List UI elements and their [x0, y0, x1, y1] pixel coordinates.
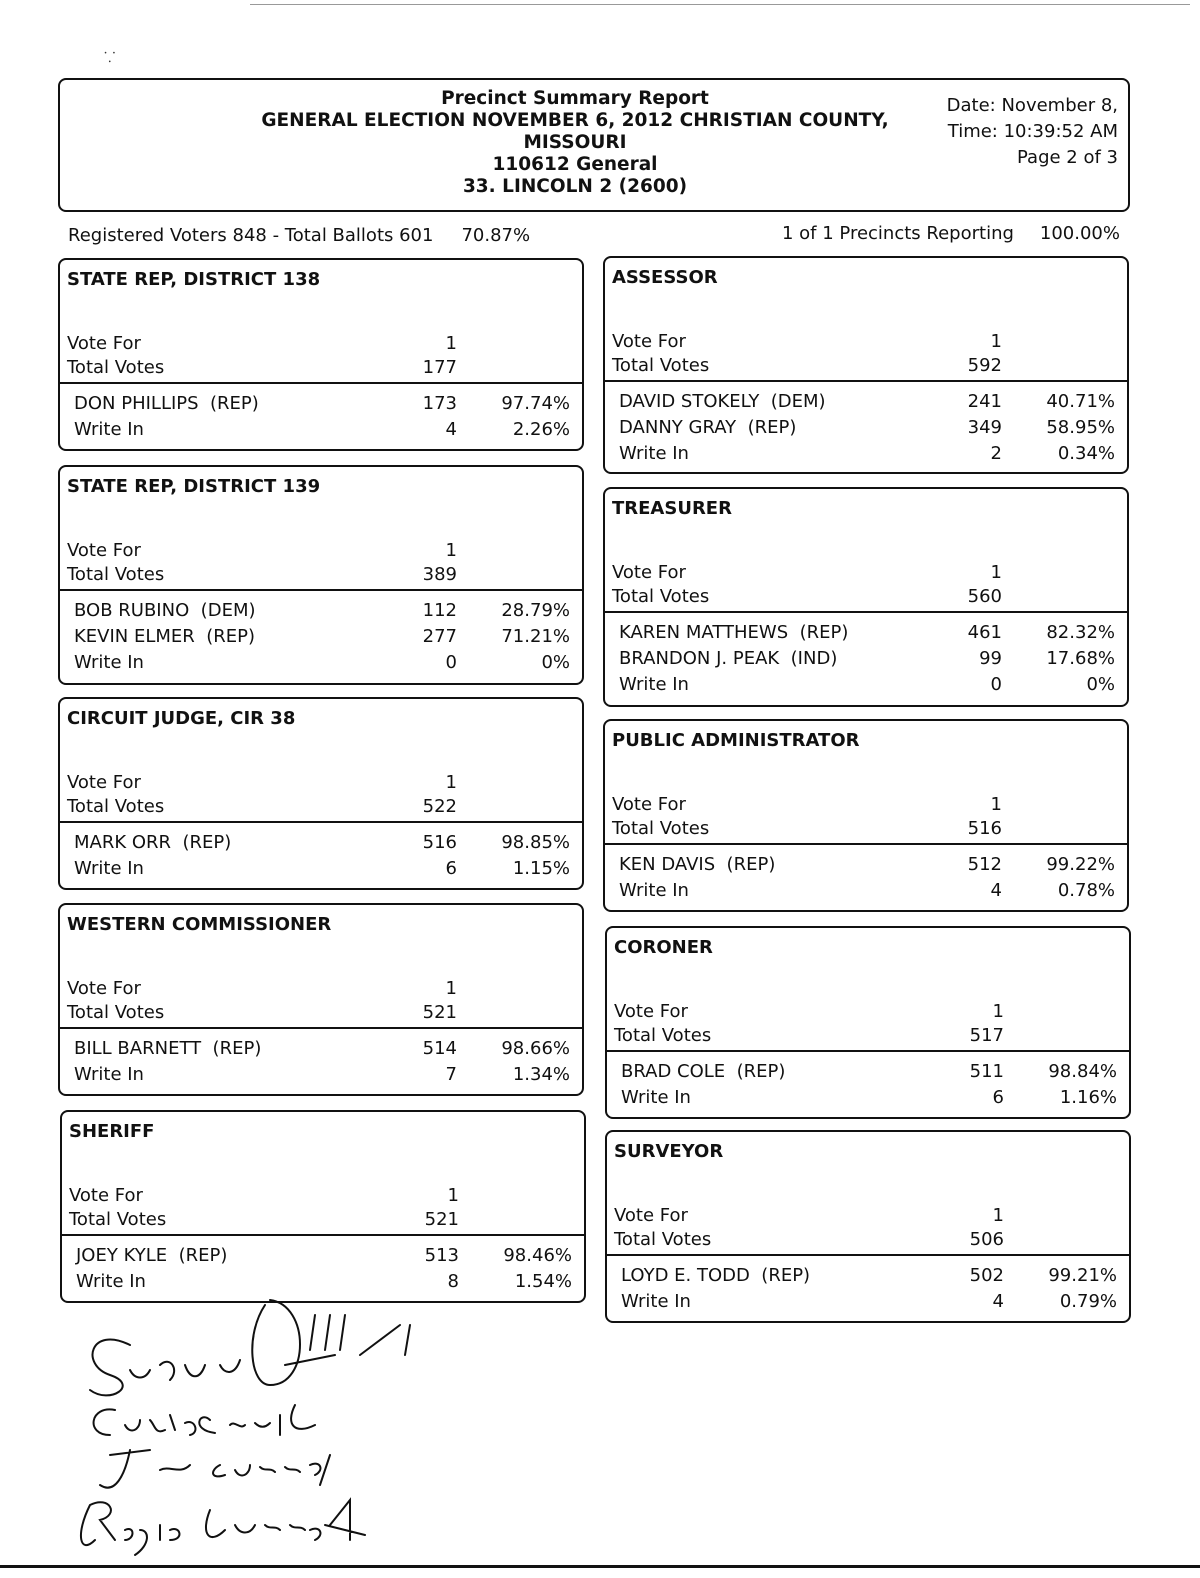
vote-for-label: Vote For — [67, 772, 141, 793]
vote-for-label: Vote For — [612, 331, 686, 352]
race-divider — [62, 1234, 584, 1236]
turnout-percent: 70.87% — [461, 225, 531, 246]
race-assessor — [603, 256, 1129, 474]
candidate-percent: 98.46% — [503, 1245, 572, 1266]
candidate-votes: 461 — [967, 622, 1002, 643]
vote-for-value: 1 — [992, 1001, 1004, 1022]
race-divider — [607, 1050, 1129, 1052]
race-title: CORONER — [614, 937, 713, 958]
candidate-row — [605, 622, 1127, 646]
race-title: TREASURER — [612, 498, 732, 519]
candidate-row — [60, 393, 582, 417]
write-in-row — [62, 1271, 584, 1295]
candidate-name: MARK ORR (REP) — [74, 832, 232, 853]
candidate-votes: 99 — [979, 648, 1002, 669]
candidate-name: Write In — [619, 880, 689, 901]
vote-for-value: 1 — [990, 331, 1002, 352]
candidate-name: Write In — [76, 1271, 146, 1292]
race-state-rep-district-139 — [58, 465, 584, 685]
report-meta — [947, 93, 1118, 171]
vote-for-label: Vote For — [612, 562, 686, 583]
write-in-row — [60, 419, 582, 443]
candidate-percent: 99.21% — [1048, 1265, 1117, 1286]
race-title: SURVEYOR — [614, 1141, 724, 1162]
total-votes-label: Total Votes — [612, 818, 710, 839]
candidate-name: Write In — [74, 419, 144, 440]
vote-for-label: Vote For — [612, 794, 686, 815]
candidate-percent: 17.68% — [1046, 648, 1115, 669]
vote-for-value: 1 — [445, 978, 457, 999]
candidate-percent: 0.79% — [1059, 1291, 1117, 1312]
race-divider — [60, 589, 582, 591]
total-votes-value: 516 — [967, 818, 1002, 839]
race-divider — [60, 382, 582, 384]
candidate-votes: 502 — [969, 1265, 1004, 1286]
candidate-name: Write In — [619, 443, 689, 464]
vote-for-label: Vote For — [69, 1185, 143, 1206]
total-votes-value: 560 — [967, 586, 1002, 607]
candidate-row — [60, 832, 582, 856]
candidate-percent: 1.34% — [512, 1064, 570, 1085]
total-votes-value: 521 — [424, 1209, 459, 1230]
candidate-percent: 58.95% — [1046, 417, 1115, 438]
candidate-percent: 40.71% — [1046, 391, 1115, 412]
write-in-row — [60, 1064, 582, 1088]
signature-1 — [90, 1300, 410, 1395]
candidate-votes: 512 — [967, 854, 1002, 875]
race-title: WESTERN COMMISSIONER — [67, 914, 332, 935]
vote-for-value: 1 — [990, 562, 1002, 583]
candidate-row — [60, 600, 582, 624]
race-coroner — [605, 926, 1131, 1119]
candidate-percent: 1.16% — [1059, 1087, 1117, 1108]
vote-for-value: 1 — [445, 333, 457, 354]
race-title: ASSESSOR — [612, 267, 718, 288]
candidate-votes: 173 — [422, 393, 457, 414]
vote-for-value: 1 — [990, 794, 1002, 815]
total-votes-value: 522 — [422, 796, 457, 817]
candidate-votes: 513 — [424, 1245, 459, 1266]
write-in-row — [605, 443, 1127, 467]
vote-for-value: 1 — [992, 1205, 1004, 1226]
candidate-name: BILL BARNETT (REP) — [74, 1038, 262, 1059]
scan-top-line — [250, 4, 1190, 5]
candidate-votes: 8 — [447, 1271, 459, 1292]
candidate-votes: 4 — [992, 1291, 1004, 1312]
election-code: 110612 General — [492, 154, 658, 175]
candidate-row — [605, 854, 1127, 878]
election-state: MISSOURI — [523, 132, 627, 153]
candidate-votes: 0 — [445, 652, 457, 673]
race-public-administrator — [603, 719, 1129, 912]
total-votes-label: Total Votes — [67, 357, 165, 378]
candidate-percent: 71.21% — [501, 626, 570, 647]
candidate-votes: 241 — [967, 391, 1002, 412]
candidate-row — [607, 1061, 1129, 1085]
race-western-commissioner — [58, 903, 584, 1096]
race-divider — [605, 380, 1127, 382]
candidate-row — [62, 1245, 584, 1269]
candidate-name: Write In — [74, 652, 144, 673]
registered-voters: Registered Voters 848 - Total Ballots 601 — [68, 225, 434, 246]
candidate-percent: 99.22% — [1046, 854, 1115, 875]
race-circuit-judge-cir-38 — [58, 697, 584, 890]
candidate-percent: 1.54% — [514, 1271, 572, 1292]
scan-mark: ⸪ — [104, 50, 116, 66]
candidate-percent: 98.85% — [501, 832, 570, 853]
precincts-reporting: 1 of 1 Precincts Reporting — [782, 223, 1014, 244]
write-in-row — [607, 1087, 1129, 1111]
race-treasurer — [603, 487, 1129, 707]
candidate-votes: 0 — [990, 674, 1002, 695]
total-votes-value: 177 — [422, 357, 457, 378]
vote-for-label: Vote For — [67, 978, 141, 999]
race-title: CIRCUIT JUDGE, CIR 38 — [67, 708, 296, 729]
race-title: STATE REP, DISTRICT 138 — [67, 269, 321, 290]
total-votes-value: 592 — [967, 355, 1002, 376]
candidate-votes: 277 — [422, 626, 457, 647]
election-title: GENERAL ELECTION NOVEMBER 6, 2012 CHRISTIAN COUNTY, — [261, 110, 889, 131]
total-votes-label: Total Votes — [614, 1229, 712, 1250]
candidate-percent: 98.66% — [501, 1038, 570, 1059]
vote-for-value: 1 — [447, 1185, 459, 1206]
write-in-row — [605, 880, 1127, 904]
candidate-row — [605, 391, 1127, 415]
race-divider — [60, 1027, 582, 1029]
race-sheriff — [60, 1110, 586, 1303]
write-in-row — [605, 674, 1127, 698]
vote-for-label: Vote For — [614, 1205, 688, 1226]
report-time: Time: 10:39:52 AM — [947, 121, 1118, 142]
report-title-block — [255, 88, 895, 198]
candidate-votes: 349 — [967, 417, 1002, 438]
scan-bottom-line — [0, 1565, 1200, 1568]
vote-for-value: 1 — [445, 540, 457, 561]
total-votes-label: Total Votes — [67, 1002, 165, 1023]
candidate-votes: 7 — [445, 1064, 457, 1085]
ballot-stats — [68, 225, 530, 246]
candidate-name: BRAD COLE (REP) — [621, 1061, 786, 1082]
candidate-name: Write In — [74, 1064, 144, 1085]
precinct-name: 33. LINCOLN 2 (2600) — [462, 176, 688, 197]
total-votes-label: Total Votes — [612, 355, 710, 376]
write-in-row — [60, 858, 582, 882]
candidate-row — [60, 1038, 582, 1062]
total-votes-value: 389 — [422, 564, 457, 585]
signature-4 — [81, 1500, 365, 1555]
candidate-votes: 511 — [969, 1061, 1004, 1082]
candidate-name: Write In — [621, 1291, 691, 1312]
candidate-percent: 0.78% — [1057, 880, 1115, 901]
candidate-row — [605, 417, 1127, 441]
candidate-name: BRANDON J. PEAK (IND) — [619, 648, 838, 669]
candidate-percent: 0% — [1086, 674, 1115, 695]
candidate-percent: 2.26% — [512, 419, 570, 440]
write-in-row — [607, 1291, 1129, 1315]
race-surveyor — [605, 1130, 1131, 1323]
candidate-votes: 516 — [422, 832, 457, 853]
candidate-name: JOEY KYLE (REP) — [76, 1245, 228, 1266]
candidate-votes: 2 — [990, 443, 1002, 464]
candidate-name: DANNY GRAY (REP) — [619, 417, 797, 438]
candidate-percent: 0.34% — [1057, 443, 1115, 464]
vote-for-label: Vote For — [614, 1001, 688, 1022]
race-title: SHERIFF — [69, 1121, 155, 1142]
total-votes-label: Total Votes — [67, 796, 165, 817]
race-divider — [605, 843, 1127, 845]
candidate-name: KEVIN ELMER (REP) — [74, 626, 256, 647]
total-votes-label: Total Votes — [67, 564, 165, 585]
candidate-votes: 6 — [992, 1087, 1004, 1108]
candidate-percent: 98.84% — [1048, 1061, 1117, 1082]
report-title: Precinct Summary Report — [441, 88, 709, 109]
signature-2 — [94, 1405, 315, 1435]
report-date: Date: November 8, — [946, 95, 1118, 116]
total-votes-value: 517 — [969, 1025, 1004, 1046]
race-divider — [605, 611, 1127, 613]
candidate-votes: 514 — [422, 1038, 457, 1059]
candidate-percent: 1.15% — [512, 858, 570, 879]
candidate-name: KEN DAVIS (REP) — [619, 854, 776, 875]
total-votes-label: Total Votes — [614, 1025, 712, 1046]
candidate-name: KAREN MATTHEWS (REP) — [619, 622, 849, 643]
candidate-name: Write In — [619, 674, 689, 695]
write-in-row — [60, 652, 582, 676]
page-number: Page 2 of 3 — [1017, 147, 1118, 168]
candidate-votes: 112 — [422, 600, 457, 621]
report-header — [58, 78, 1130, 212]
candidate-percent: 0% — [541, 652, 570, 673]
candidate-row — [60, 626, 582, 650]
candidate-votes: 6 — [445, 858, 457, 879]
total-votes-value: 521 — [422, 1002, 457, 1023]
signature-block — [70, 1295, 490, 1565]
candidate-name: DAVID STOKELY (DEM) — [619, 391, 826, 412]
vote-for-label: Vote For — [67, 333, 141, 354]
candidate-name: BOB RUBINO (DEM) — [74, 600, 256, 621]
vote-for-label: Vote For — [67, 540, 141, 561]
candidate-row — [607, 1265, 1129, 1289]
candidate-percent: 28.79% — [501, 600, 570, 621]
race-state-rep-district-138 — [58, 258, 584, 451]
reporting-stats — [782, 223, 1120, 244]
candidate-name: Write In — [621, 1087, 691, 1108]
reporting-percent: 100.00% — [1039, 223, 1120, 244]
candidate-percent: 82.32% — [1046, 622, 1115, 643]
candidate-name: LOYD E. TODD (REP) — [621, 1265, 811, 1286]
total-votes-label: Total Votes — [69, 1209, 167, 1230]
candidate-name: Write In — [74, 858, 144, 879]
signature-3 — [100, 1450, 330, 1488]
race-title: PUBLIC ADMINISTRATOR — [612, 730, 860, 751]
candidate-votes: 4 — [445, 419, 457, 440]
vote-for-value: 1 — [445, 772, 457, 793]
total-votes-value: 506 — [969, 1229, 1004, 1250]
candidate-percent: 97.74% — [501, 393, 570, 414]
candidate-votes: 4 — [990, 880, 1002, 901]
race-divider — [607, 1254, 1129, 1256]
candidate-row — [605, 648, 1127, 672]
total-votes-label: Total Votes — [612, 586, 710, 607]
race-title: STATE REP, DISTRICT 139 — [67, 476, 321, 497]
race-divider — [60, 821, 582, 823]
candidate-name: DON PHILLIPS (REP) — [74, 393, 259, 414]
